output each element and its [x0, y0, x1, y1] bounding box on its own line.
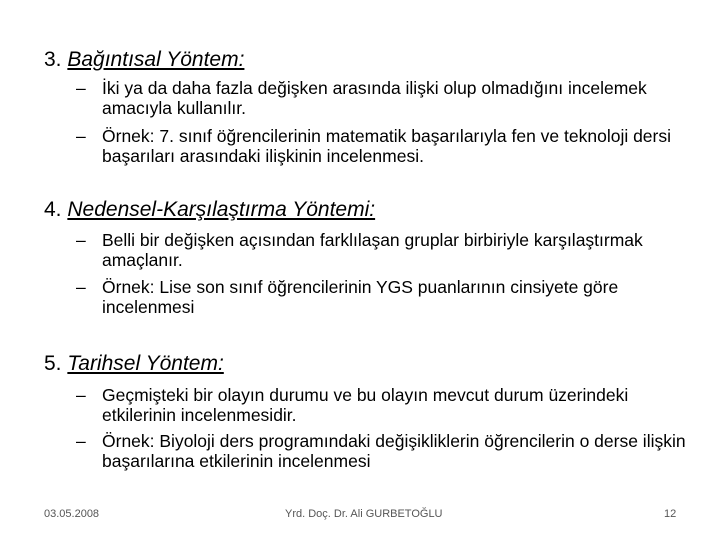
bullet-dash: – [76, 78, 86, 98]
section-5-heading [44, 352, 224, 376]
list-item [76, 126, 686, 166]
list-item [76, 277, 686, 317]
bullet-text: Geçmişteki bir olayın durumu ve bu olayın mevcut durum üzerindeki etkilerinin incelenmesidir. [102, 385, 629, 425]
bullet-dash: – [76, 431, 86, 451]
section-title: Tarihsel Yöntem: [67, 352, 224, 375]
bullet-text: İki ya da daha fazla değişken arasında ilişki olup olmadığını incelemek amacıyla kullanılır. [102, 78, 647, 118]
bullet-text: Örnek: Lise son sınıf öğrencilerinin YGS puanlarının cinsiyete göre incelenmesi [102, 277, 619, 317]
footer-date: 03.05.2008 [44, 508, 100, 520]
list-item [76, 78, 686, 118]
bullet-dash: – [76, 126, 86, 146]
section-title: Nedensel-Karşılaştırma Yöntemi: [67, 198, 376, 221]
bullet-dash: – [76, 277, 86, 297]
section-number: 3. [44, 48, 62, 71]
section-3-heading [44, 48, 244, 72]
bullet-text: Belli bir değişken açısından farklılaşan gruplar birbiriyle karşılaştırmak amaçlanır. [102, 230, 643, 270]
footer-author: Yrd. Doç. Dr. Ali GURBETOĞLU [285, 508, 443, 520]
list-item [76, 385, 686, 425]
bullet-text: Örnek: Biyoloji ders programındaki değişikliklerin öğrencilerin o derse ilişkin başarılarına etkilerinin incelenmesi [102, 431, 686, 471]
footer-page-number: 12 [664, 508, 677, 520]
list-item [76, 431, 686, 471]
bullet-text: Örnek: 7. sınıf öğrencilerinin matematik başarılarıyla fen ve teknoloji dersi başarıları arasındaki ilişkinin incelenmesi. [102, 126, 672, 166]
bullet-dash: – [76, 230, 86, 250]
section-number: 5. [44, 352, 62, 375]
section-number: 4. [44, 198, 62, 221]
section-title: Bağıntısal Yöntem: [67, 48, 245, 71]
bullet-dash: – [76, 385, 86, 405]
list-item [76, 230, 686, 270]
section-4-heading [44, 198, 375, 222]
